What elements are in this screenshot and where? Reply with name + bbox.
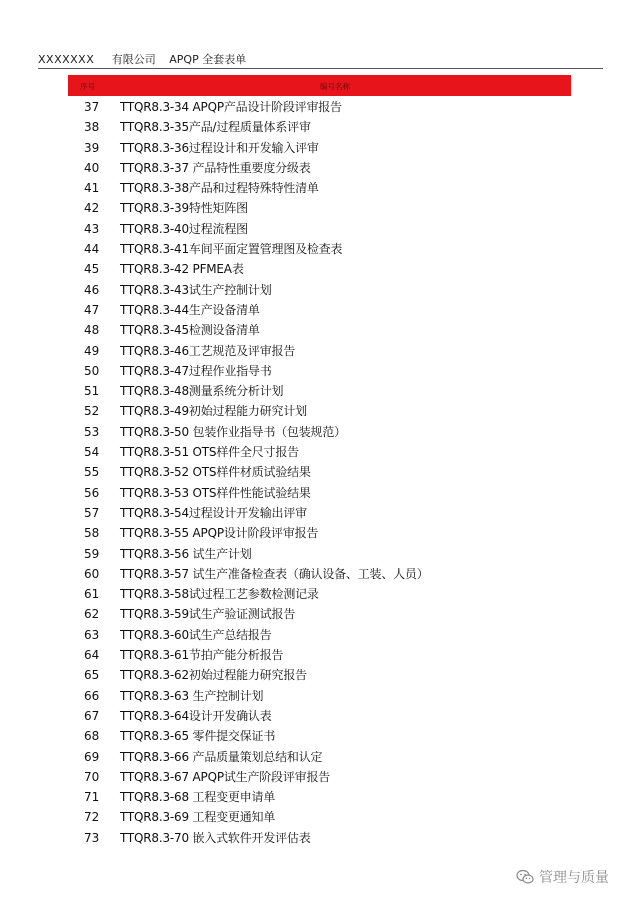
row-index: 49	[84, 343, 100, 358]
form-code-name: TTQR8.3-39特性矩阵图	[120, 201, 248, 216]
row-index: 72	[84, 810, 100, 825]
wechat-icon	[516, 869, 534, 885]
row-index: 61	[84, 587, 100, 602]
form-code-name: TTQR8.3-37 产品特性重要度分级表	[120, 160, 311, 175]
row-index: 73	[84, 830, 100, 845]
row-index: 62	[84, 607, 100, 622]
form-code-name: TTQR8.3-44生产设备清单	[120, 302, 260, 317]
row-index: 40	[84, 160, 100, 175]
table-row	[0, 361, 640, 381]
table-row	[0, 483, 640, 503]
row-index: 38	[84, 120, 100, 135]
row-index: 59	[84, 546, 100, 561]
table-row	[0, 381, 640, 401]
form-code-name: TTQR8.3-68 工程变更申请单	[120, 790, 276, 805]
watermark-text: 管理与质量	[539, 870, 609, 886]
row-index: 71	[84, 790, 100, 805]
form-code-name: TTQR8.3-43试生产控制计划	[120, 282, 272, 297]
form-code-name: TTQR8.3-63 生产控制计划	[120, 688, 264, 703]
form-code-name: TTQR8.3-64设计开发确认表	[120, 708, 272, 723]
form-code-name: TTQR8.3-42 PFMEA表	[120, 262, 244, 277]
table-row	[0, 138, 640, 158]
form-code-name: TTQR8.3-67 APQP试生产阶段评审报告	[120, 769, 331, 784]
form-code-name: TTQR8.3-65 零件提交保证书	[120, 729, 276, 744]
row-index: 43	[84, 221, 100, 236]
table-row	[0, 523, 640, 543]
table-header	[68, 75, 571, 96]
form-code-name: TTQR8.3-70 嵌入式软件开发评估表	[120, 830, 311, 845]
row-index: 64	[84, 648, 100, 663]
form-code-name: TTQR8.3-54过程设计开发输出评审	[120, 505, 307, 520]
row-index: 69	[84, 749, 100, 764]
table-row	[0, 706, 640, 726]
table-row	[0, 97, 640, 117]
column-header-index: 序号	[80, 82, 95, 91]
table-row	[0, 198, 640, 218]
row-index: 37	[84, 100, 100, 114]
form-code-name: TTQR8.3-45检测设备清单	[120, 323, 260, 338]
row-index: 50	[84, 363, 100, 378]
form-code-name: TTQR8.3-35产品/过程质量体系评审	[120, 120, 311, 135]
header-divider	[38, 68, 603, 69]
form-code-name: TTQR8.3-53 OTS样件性能试验结果	[120, 485, 311, 500]
table-row	[0, 787, 640, 807]
column-header-name: 编号名称	[320, 82, 350, 91]
table-row	[0, 158, 640, 178]
row-index: 42	[84, 201, 100, 216]
table-row	[0, 117, 640, 137]
row-index: 58	[84, 526, 100, 541]
row-index: 55	[84, 465, 100, 480]
table-row	[0, 401, 640, 421]
form-code-name: TTQR8.3-36过程设计和开发输入评审	[120, 140, 319, 155]
row-index: 66	[84, 688, 100, 703]
form-code-name: TTQR8.3-60试生产总结报告	[120, 627, 272, 642]
form-code-name: TTQR8.3-49初始过程能力研究计划	[120, 404, 307, 419]
row-index: 39	[84, 140, 100, 155]
row-index: 54	[84, 445, 100, 460]
table-row	[0, 645, 640, 665]
table-row	[0, 686, 640, 706]
table-row	[0, 280, 640, 300]
row-index: 46	[84, 282, 100, 297]
row-index: 60	[84, 566, 100, 581]
table-row	[0, 219, 640, 239]
table-row	[0, 544, 640, 564]
row-index: 70	[84, 769, 100, 784]
row-index: 68	[84, 729, 100, 744]
table-row	[0, 178, 640, 198]
form-list	[0, 97, 640, 848]
row-index: 57	[84, 505, 100, 520]
table-row	[0, 625, 640, 645]
table-row	[0, 259, 640, 279]
table-row	[0, 828, 640, 848]
table-row	[0, 767, 640, 787]
form-code-name: TTQR8.3-56 试生产计划	[120, 546, 252, 561]
company-suffix: 有限公司	[111, 53, 156, 66]
form-code-name: TTQR8.3-51 OTS样件全尺寸报告	[120, 445, 299, 460]
table-row	[0, 726, 640, 746]
company-mask: XXXXXXX	[38, 53, 95, 66]
form-code-name: TTQR8.3-41车间平面定置管理图及检查表	[120, 242, 343, 257]
form-code-name: TTQR8.3-46工艺规范及评审报告	[120, 343, 296, 358]
table-row	[0, 564, 640, 584]
table-row	[0, 239, 640, 259]
form-code-name: TTQR8.3-34 APQP产品设计阶段评审报告	[120, 100, 342, 114]
row-index: 56	[84, 485, 100, 500]
document-title: APQP 全套表单	[169, 53, 247, 66]
table-row	[0, 747, 640, 767]
table-row	[0, 503, 640, 523]
form-code-name: TTQR8.3-66 产品质量策划总结和认定	[120, 749, 323, 764]
page-header	[38, 51, 603, 67]
row-index: 44	[84, 242, 100, 257]
table-row	[0, 584, 640, 604]
form-code-name: TTQR8.3-62初始过程能力研究报告	[120, 668, 307, 683]
form-code-name: TTQR8.3-52 OTS样件材质试验结果	[120, 465, 311, 480]
table-row	[0, 422, 640, 442]
row-index: 47	[84, 302, 100, 317]
form-code-name: TTQR8.3-55 APQP设计阶段评审报告	[120, 526, 319, 541]
form-code-name: TTQR8.3-48测量系统分析计划	[120, 384, 284, 399]
row-index: 45	[84, 262, 100, 277]
table-row	[0, 604, 640, 624]
form-code-name: TTQR8.3-38产品和过程特殊特性清单	[120, 181, 319, 196]
form-code-name: TTQR8.3-61节拍产能分析报告	[120, 648, 284, 663]
row-index: 53	[84, 424, 100, 439]
form-code-name: TTQR8.3-58试过程工艺参数检测记录	[120, 587, 319, 602]
table-row	[0, 665, 640, 685]
table-row	[0, 320, 640, 340]
table-row	[0, 462, 640, 482]
watermark	[516, 866, 609, 888]
row-index: 67	[84, 708, 100, 723]
form-code-name: TTQR8.3-69 工程变更通知单	[120, 810, 276, 825]
row-index: 63	[84, 627, 100, 642]
form-code-name: TTQR8.3-57 试生产准备检查表（确认设备、工装、人员）	[120, 566, 429, 581]
table-row	[0, 341, 640, 361]
row-index: 41	[84, 181, 100, 196]
form-code-name: TTQR8.3-47过程作业指导书	[120, 363, 272, 378]
table-row	[0, 300, 640, 320]
form-code-name: TTQR8.3-50 包装作业指导书（包装规范）	[120, 424, 346, 439]
row-index: 52	[84, 404, 100, 419]
form-code-name: TTQR8.3-59试生产验证测试报告	[120, 607, 296, 622]
table-row	[0, 442, 640, 462]
row-index: 51	[84, 384, 100, 399]
row-index: 48	[84, 323, 100, 338]
row-index: 65	[84, 668, 100, 683]
table-row	[0, 807, 640, 827]
form-code-name: TTQR8.3-40过程流程图	[120, 221, 248, 236]
